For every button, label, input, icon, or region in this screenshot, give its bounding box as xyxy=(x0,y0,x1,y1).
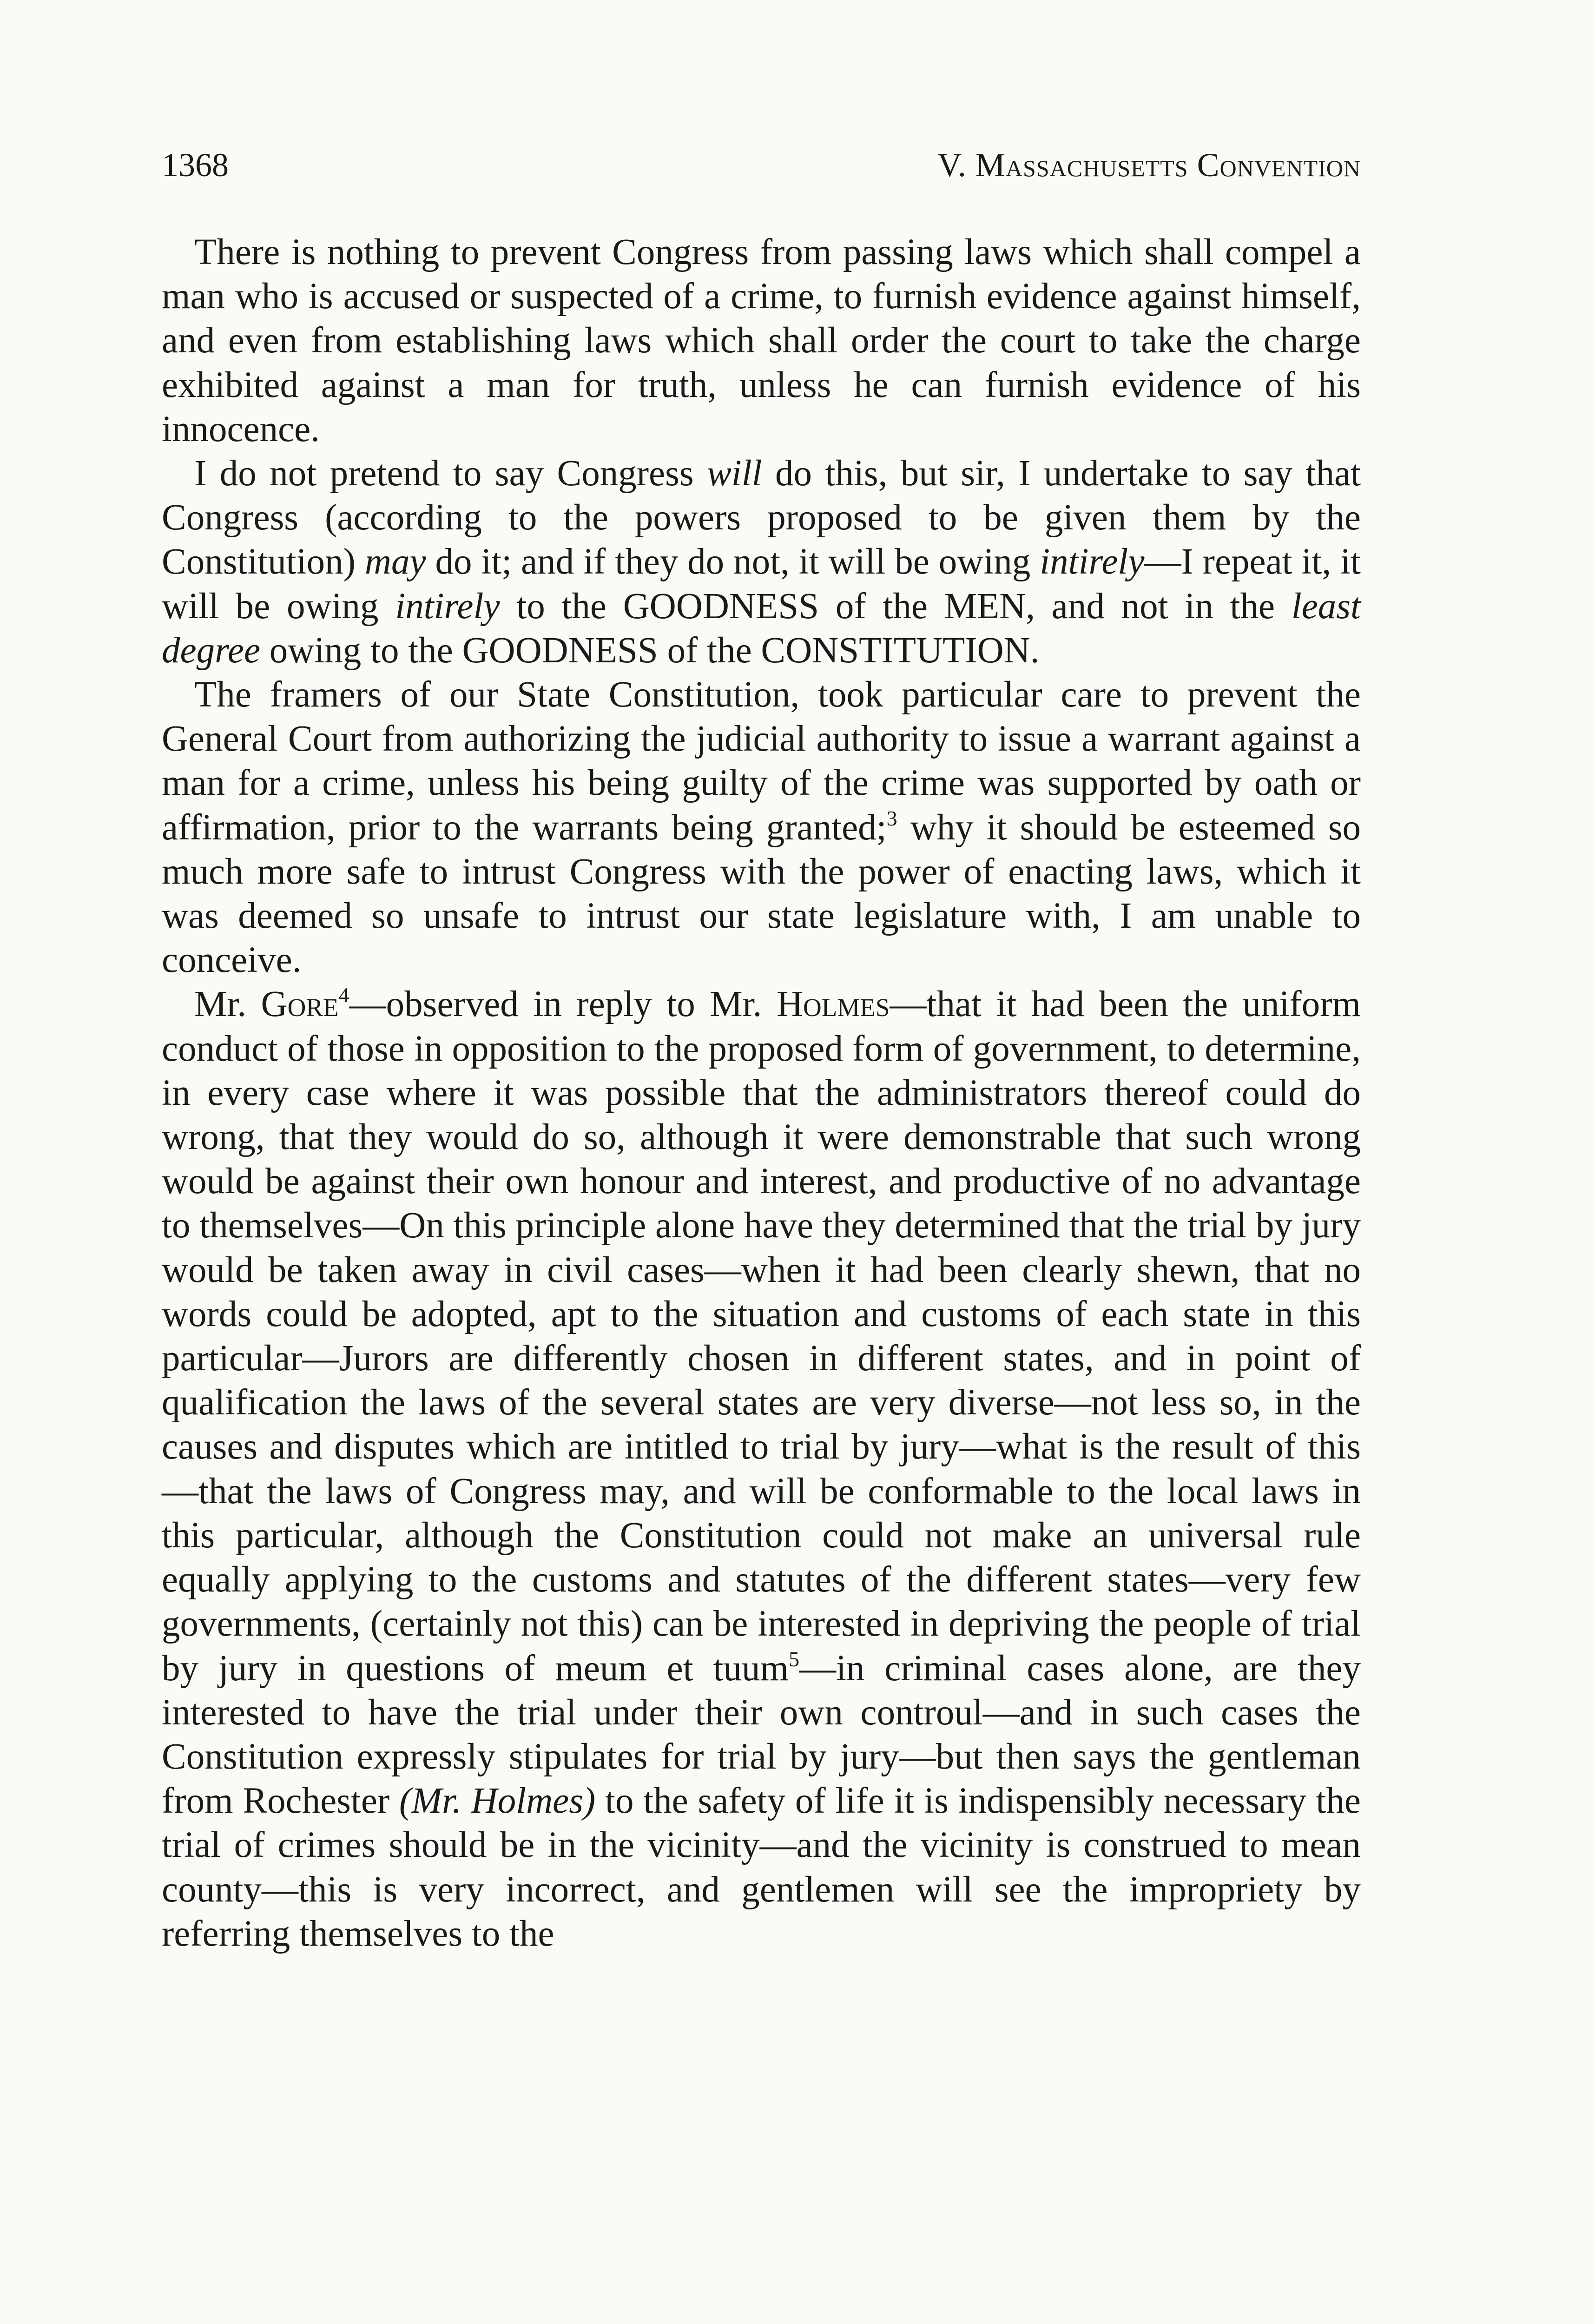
footnote-marker: 5 xyxy=(788,1647,799,1671)
italic-mr-holmes: (Mr. Holmes) xyxy=(399,1781,596,1822)
paragraph-3-text: The framers of our State Constitution, took particular care to prevent the General Court from authorizing the judicial authority to issue a warrant against a man for a crime, unless his being guilty of the crime was supported by oath or affirmation, prior to the warrants being granted; xyxy=(162,674,1361,848)
body-text xyxy=(162,230,1361,1956)
paragraph-1 xyxy=(162,230,1361,451)
page-number: 1368 xyxy=(162,146,229,184)
italic-intirely: intirely xyxy=(395,586,500,627)
italic-least-degree: least degree xyxy=(162,586,1361,671)
paragraph-2-text: to the GOODNESS of the MEN, and not in the xyxy=(500,586,1292,627)
paragraph-2-text: I do not pretend to say Congress xyxy=(194,453,707,494)
paragraph-2-text: —I repeat it, it will be owing xyxy=(162,541,1361,627)
footnote-marker: 3 xyxy=(886,806,897,830)
paragraph-2-text: do it; and if they do not, it will be owing xyxy=(426,541,1040,582)
paragraph-1-text: There is nothing to prevent Congress from passing laws which shall compel a man who is accused or suspected of a crime, to furnish evidence against himself, and even from establishing laws which shall order the court to take the charge exhibited against a man for truth, unless he can furnish evidence of his innocence. xyxy=(162,232,1361,449)
italic-intirely: intirely xyxy=(1040,541,1145,582)
italic-will: will xyxy=(707,453,762,494)
italic-may: may xyxy=(364,541,426,582)
paragraph-4-text: —observed in reply to Mr. xyxy=(349,984,777,1025)
speaker-name-gore: Gore xyxy=(261,984,339,1025)
speaker-name-holmes: Holmes xyxy=(776,984,890,1025)
paragraph-4-text: —in criminal cases alone, are they interested to have the trial under their own controul—and in such cases the Constitution expressly stipulates for trial by jury—but then says the gentleman from Rochester xyxy=(162,1648,1361,1822)
section-title: V. Massachusetts Convention xyxy=(937,146,1361,184)
paragraph-4-text: —that it had been the uniform conduct of those in opposition to the proposed form of government, to determine, in every case where it was possible that the administrators thereof could do wrong, that they would do so, although it were demonstrable that such wrong would be against their own honour and interest, and productive of no advantage to themselves—On this principle alone have they determined that the trial by jury would be taken away in civil cases—when it had been clearly shewn, that no words could be adopted, apt to the situation and customs of each state in this particular—Jurors are differently chosen in different states, and in point of qualification the laws of the several states are very diverse—not less so, in the causes and disputes which are intitled to trial by jury—what is the result of this—that the laws of Congress may, and will be conformable to the local laws in this particular, although the Constitution could not make an universal rule equally applying to the customs and statutes of the different states—very few governments, (certainly not this) can be interested in depriving the people of trial by jury in questions of meum et tuum xyxy=(162,984,1361,1689)
paragraph-4-text: to the safety of life it is indispensibly necessary the trial of crimes should be in the vicinity—and the vicinity is construed to mean county—this is very incorrect, and gentlemen will see the impropriety by referring themselves to the xyxy=(162,1781,1361,1954)
footnote-marker: 4 xyxy=(338,983,349,1007)
running-head xyxy=(162,139,1361,191)
paragraph-2 xyxy=(162,451,1361,673)
paragraph-2-text: owing to the GOODNESS of the CONSTITUTION. xyxy=(260,630,1040,671)
paragraph-4-text: Mr. xyxy=(194,984,261,1025)
paragraph-3 xyxy=(162,673,1361,982)
paragraph-4 xyxy=(162,982,1361,1955)
paragraph-2-text: do this, but sir, I undertake to say that Congress (according to the powers proposed to be given them by the Constitution) xyxy=(162,453,1361,582)
paragraph-3-text: why it should be esteemed so much more safe to intrust Congress with the power of enacting laws, which it was deemed so unsafe to intrust our state legislature with, I am unable to conceive. xyxy=(162,807,1361,981)
